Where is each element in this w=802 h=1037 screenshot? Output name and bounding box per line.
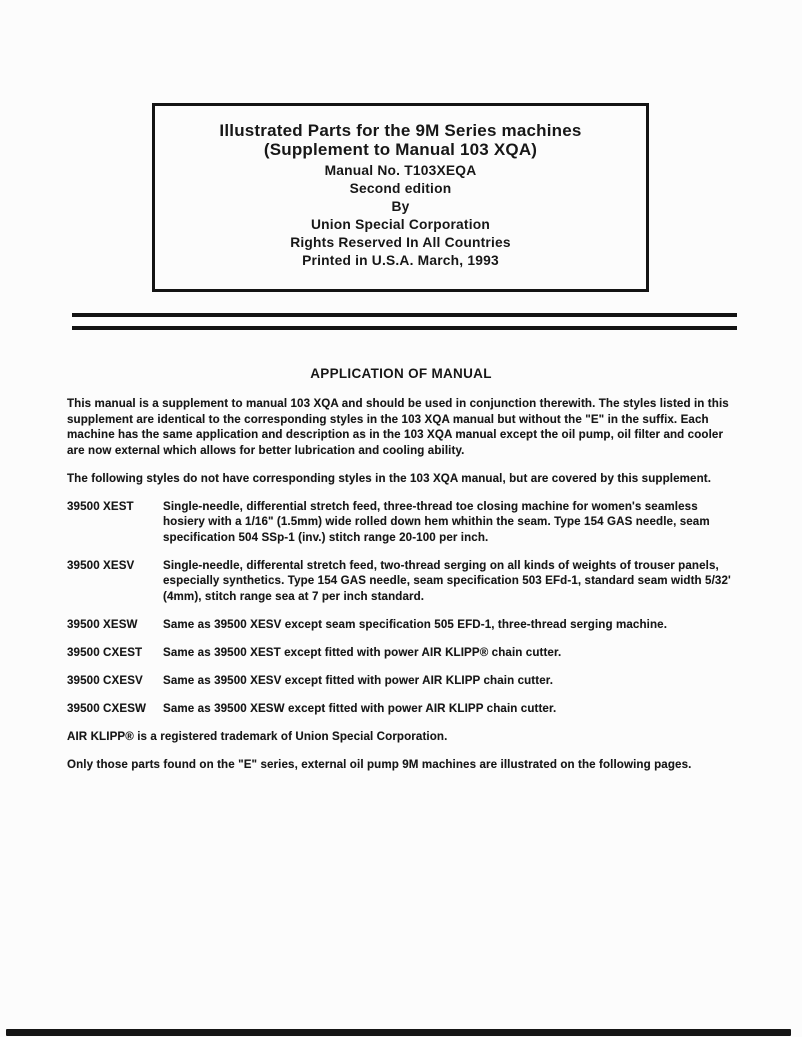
style-number: 39500 XESW — [67, 617, 138, 631]
style-description: Same as 39500 XESV except seam specification 505 EFD-1, three-thread serging machine. — [163, 617, 668, 631]
intro-paragraph: This manual is a supplement to manual 103 XQA and should be used in conjunction therewith. The styles listed in this supplement are identical to the corresponding styles in the 103 XQA manual but without the "E" in the suffix. Each machine has the same application and description as in the 103 XQA manual except the oil pump, oil filter and cooler are now external which allows for better lubrication and cooling ability. — [67, 397, 729, 457]
scan-artifact-bar — [6, 1029, 791, 1036]
printed-line: Printed in U.S.A. March, 1993 — [302, 253, 499, 268]
style-entry-row — [67, 673, 738, 689]
horizontal-rule-bottom — [72, 326, 737, 330]
style-entry-row — [67, 645, 738, 661]
style-description: Same as 39500 XESV except fitted with power AIR KLIPP chain cutter. — [163, 673, 554, 687]
style-entry-row — [67, 499, 738, 546]
horizontal-rule-top — [72, 313, 737, 317]
edition-line: Second edition — [349, 181, 452, 196]
body-content — [67, 396, 738, 785]
section-heading: APPLICATION OF MANUAL — [310, 366, 492, 381]
manual-number-line: Manual No. T103XEQA — [324, 163, 477, 178]
following-styles-paragraph: The following styles do not have corresponding styles in the 103 XQA manual, but are covered by this supplement. — [67, 471, 712, 485]
style-description: Same as 39500 XESW except fitted with power AIR KLIPP chain cutter. — [163, 701, 557, 715]
style-number: 39500 CXESV — [67, 673, 143, 687]
style-entry-row — [67, 617, 738, 633]
style-number: 39500 XEST — [67, 499, 134, 513]
style-number: 39500 XESV — [67, 558, 135, 572]
style-number: 39500 CXEST — [67, 645, 143, 659]
title-box — [152, 103, 649, 292]
closing-note: Only those parts found on the "E" series, external oil pump 9M machines are illustrated on the following pages. — [67, 757, 692, 771]
style-entry-row — [67, 701, 738, 717]
style-number: 39500 CXESW — [67, 701, 147, 715]
style-description: Single-needle, differential stretch feed, three-thread toe closing machine for women's seamless hosiery with a 1/16" (1.5mm) wide rolled down hem whithin the seam. Type 154 GAS needle, seam specification 504 SSp-1 (inv.) stitch range 20-100 per inch. — [163, 499, 710, 544]
style-description: Single-needle, differental stretch feed, two-thread serging on all kinds of weights of trouser panels, especially synthetics. Type 154 GAS needle, seam specification 503 EFd-1, standard seam width 5/32' (4mm), stitch range sea at 7 per inch standard. — [163, 558, 731, 603]
title-subtitle-line: (Supplement to Manual 103 XQA) — [263, 140, 538, 159]
company-line: Union Special Corporation — [310, 217, 490, 232]
by-line: By — [391, 199, 410, 214]
rights-line: Rights Reserved In All Countries — [290, 235, 511, 250]
style-description: Same as 39500 XEST except fitted with power AIR KLIPP® chain cutter. — [163, 645, 562, 659]
style-entry-row — [67, 558, 738, 605]
title-line: Illustrated Parts for the 9M Series machines — [219, 121, 582, 140]
trademark-note: AIR KLIPP® is a registered trademark of Union Special Corporation. — [67, 729, 448, 743]
